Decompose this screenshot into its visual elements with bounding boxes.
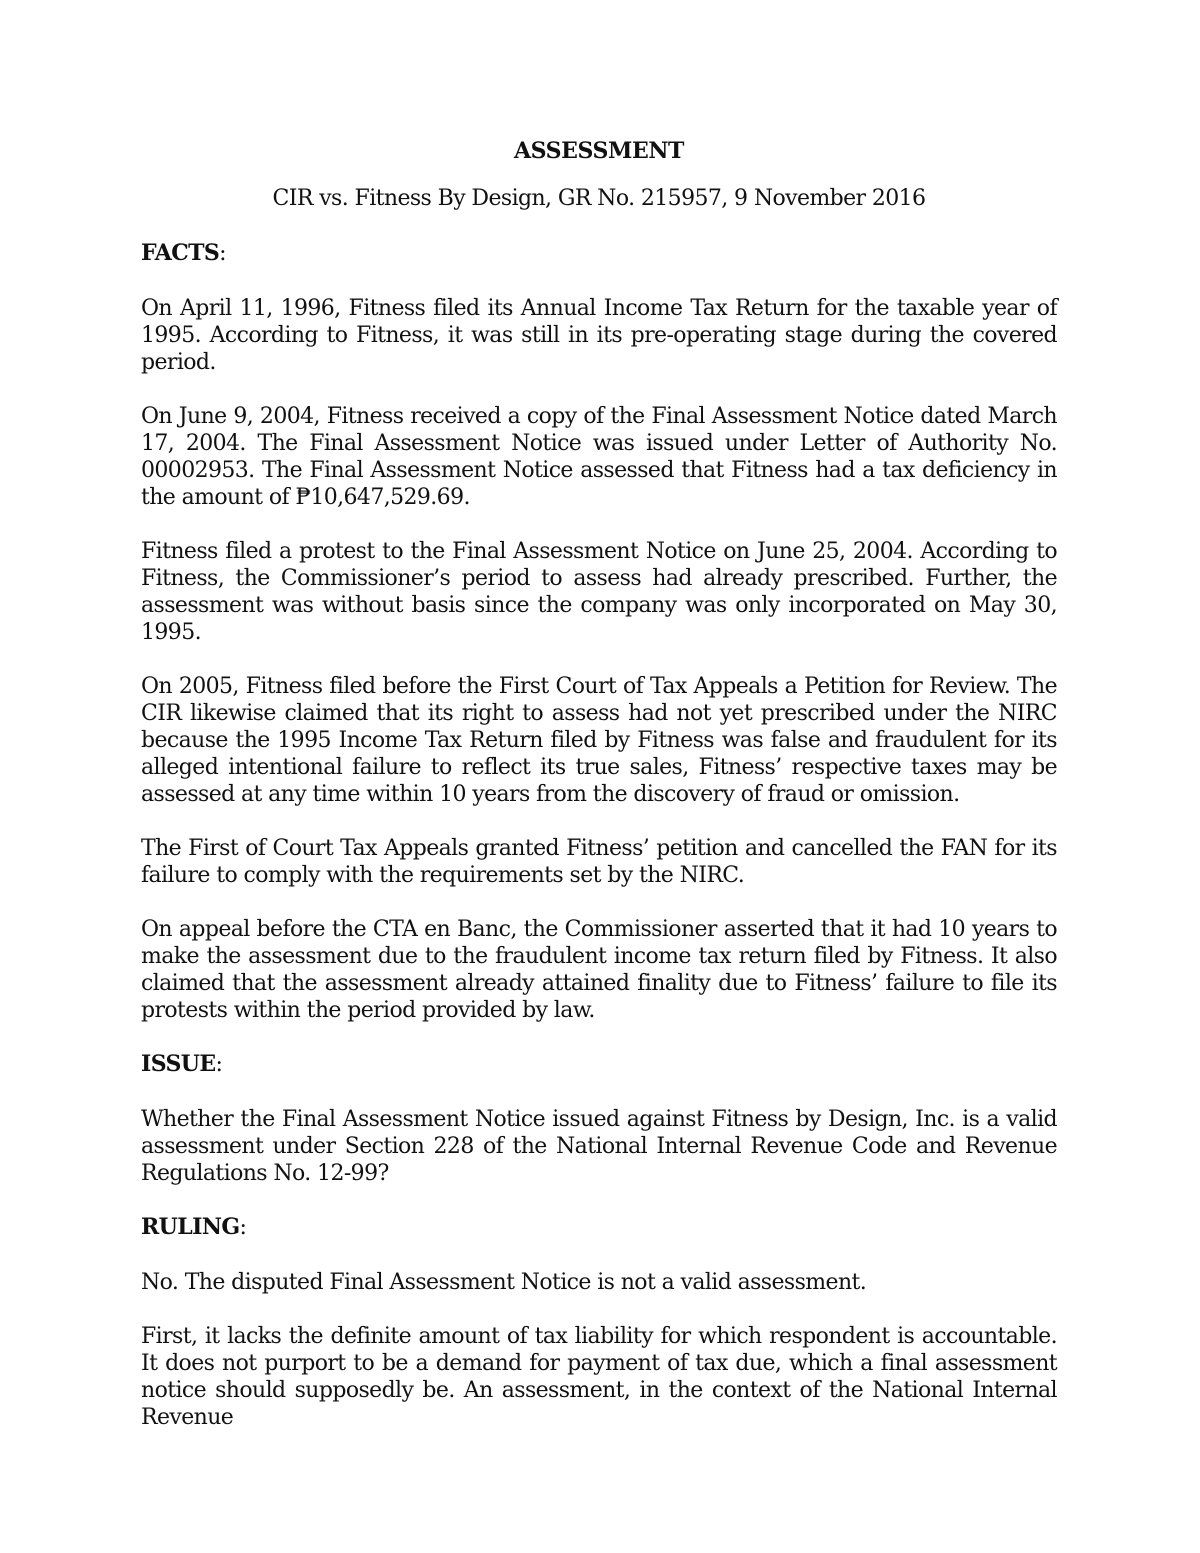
issue-heading-text: ISSUE	[141, 1051, 216, 1077]
document-title: ASSESSMENT	[513, 138, 685, 164]
case-citation: CIR vs. Fitness By Design, GR No. 215957, 9 November 2016	[272, 186, 926, 211]
ruling-heading-colon: :	[239, 1215, 247, 1240]
facts-heading	[141, 240, 1057, 267]
document-page	[141, 138, 1057, 1431]
ruling-heading-text: RULING	[141, 1214, 240, 1240]
issue-heading	[141, 1051, 1057, 1078]
facts-heading-colon: :	[219, 241, 226, 266]
ruling-paragraph-1: No. The disputed Final Assessment Notice is not a valid assessment.	[141, 1270, 867, 1295]
facts-paragraph-3: Fitness filed a protest to the Final Assessment Notice on June 25, 2004. According to Fitness, the Commissioner’s period to assess had already prescribed. Further, the assessment was without basis since the company was only incorporated on May 30, 1995.	[141, 539, 1057, 645]
facts-paragraph-5: The First of Court Tax Appeals granted Fitness’ petition and cancelled the FAN for its failure to comply with the requirements set by the NIRC.	[141, 836, 1057, 888]
ruling-heading	[141, 1214, 1057, 1241]
issue-heading-colon: :	[215, 1052, 223, 1077]
issue-paragraph: Whether the Final Assessment Notice issued against Fitness by Design, Inc. is a valid assessment under Section 228 of the National Internal Revenue Code and Revenue Regulations No. 12-99?	[141, 1107, 1057, 1186]
facts-paragraph-1: On April 11, 1996, Fitness filed its Annual Income Tax Return for the taxable year of 1995. According to Fitness, it was still in its pre-operating stage during the covered period.	[141, 296, 1057, 375]
facts-paragraph-6: On appeal before the CTA en Banc, the Commissioner asserted that it had 10 years to make the assessment due to the fraudulent income tax return filed by Fitness. It also claimed that the assessment already attained finality due to Fitness’ failure to file its protests within the period provided by law.	[141, 917, 1057, 1023]
ruling-paragraph-2: First, it lacks the definite amount of tax liability for which respondent is accountable. It does not purport to be a demand for payment of tax due, which a final assessment notice should supposedly be. An assessment, in the context of the National Internal Revenue	[141, 1324, 1057, 1430]
facts-paragraph-4: On 2005, Fitness filed before the First Court of Tax Appeals a Petition for Review. The CIR likewise claimed that its right to assess had not yet prescribed under the NIRC because the 1995 Income Tax Return filed by Fitness was false and fraudulent for its alleged intentional failure to reflect its true sales, Fitness’ respective taxes may be assessed at any time within 10 years from the discovery of fraud or omission.	[141, 674, 1057, 807]
facts-paragraph-2: On June 9, 2004, Fitness received a copy of the Final Assessment Notice dated March 17, 2004. The Final Assessment Notice was issued under Letter of Authority No. 00002953. The Final Assessment Notice assessed that Fitness had a tax deficiency in the amount of ₱10,647,529.69.	[141, 404, 1057, 510]
facts-heading-text: FACTS	[141, 240, 220, 266]
